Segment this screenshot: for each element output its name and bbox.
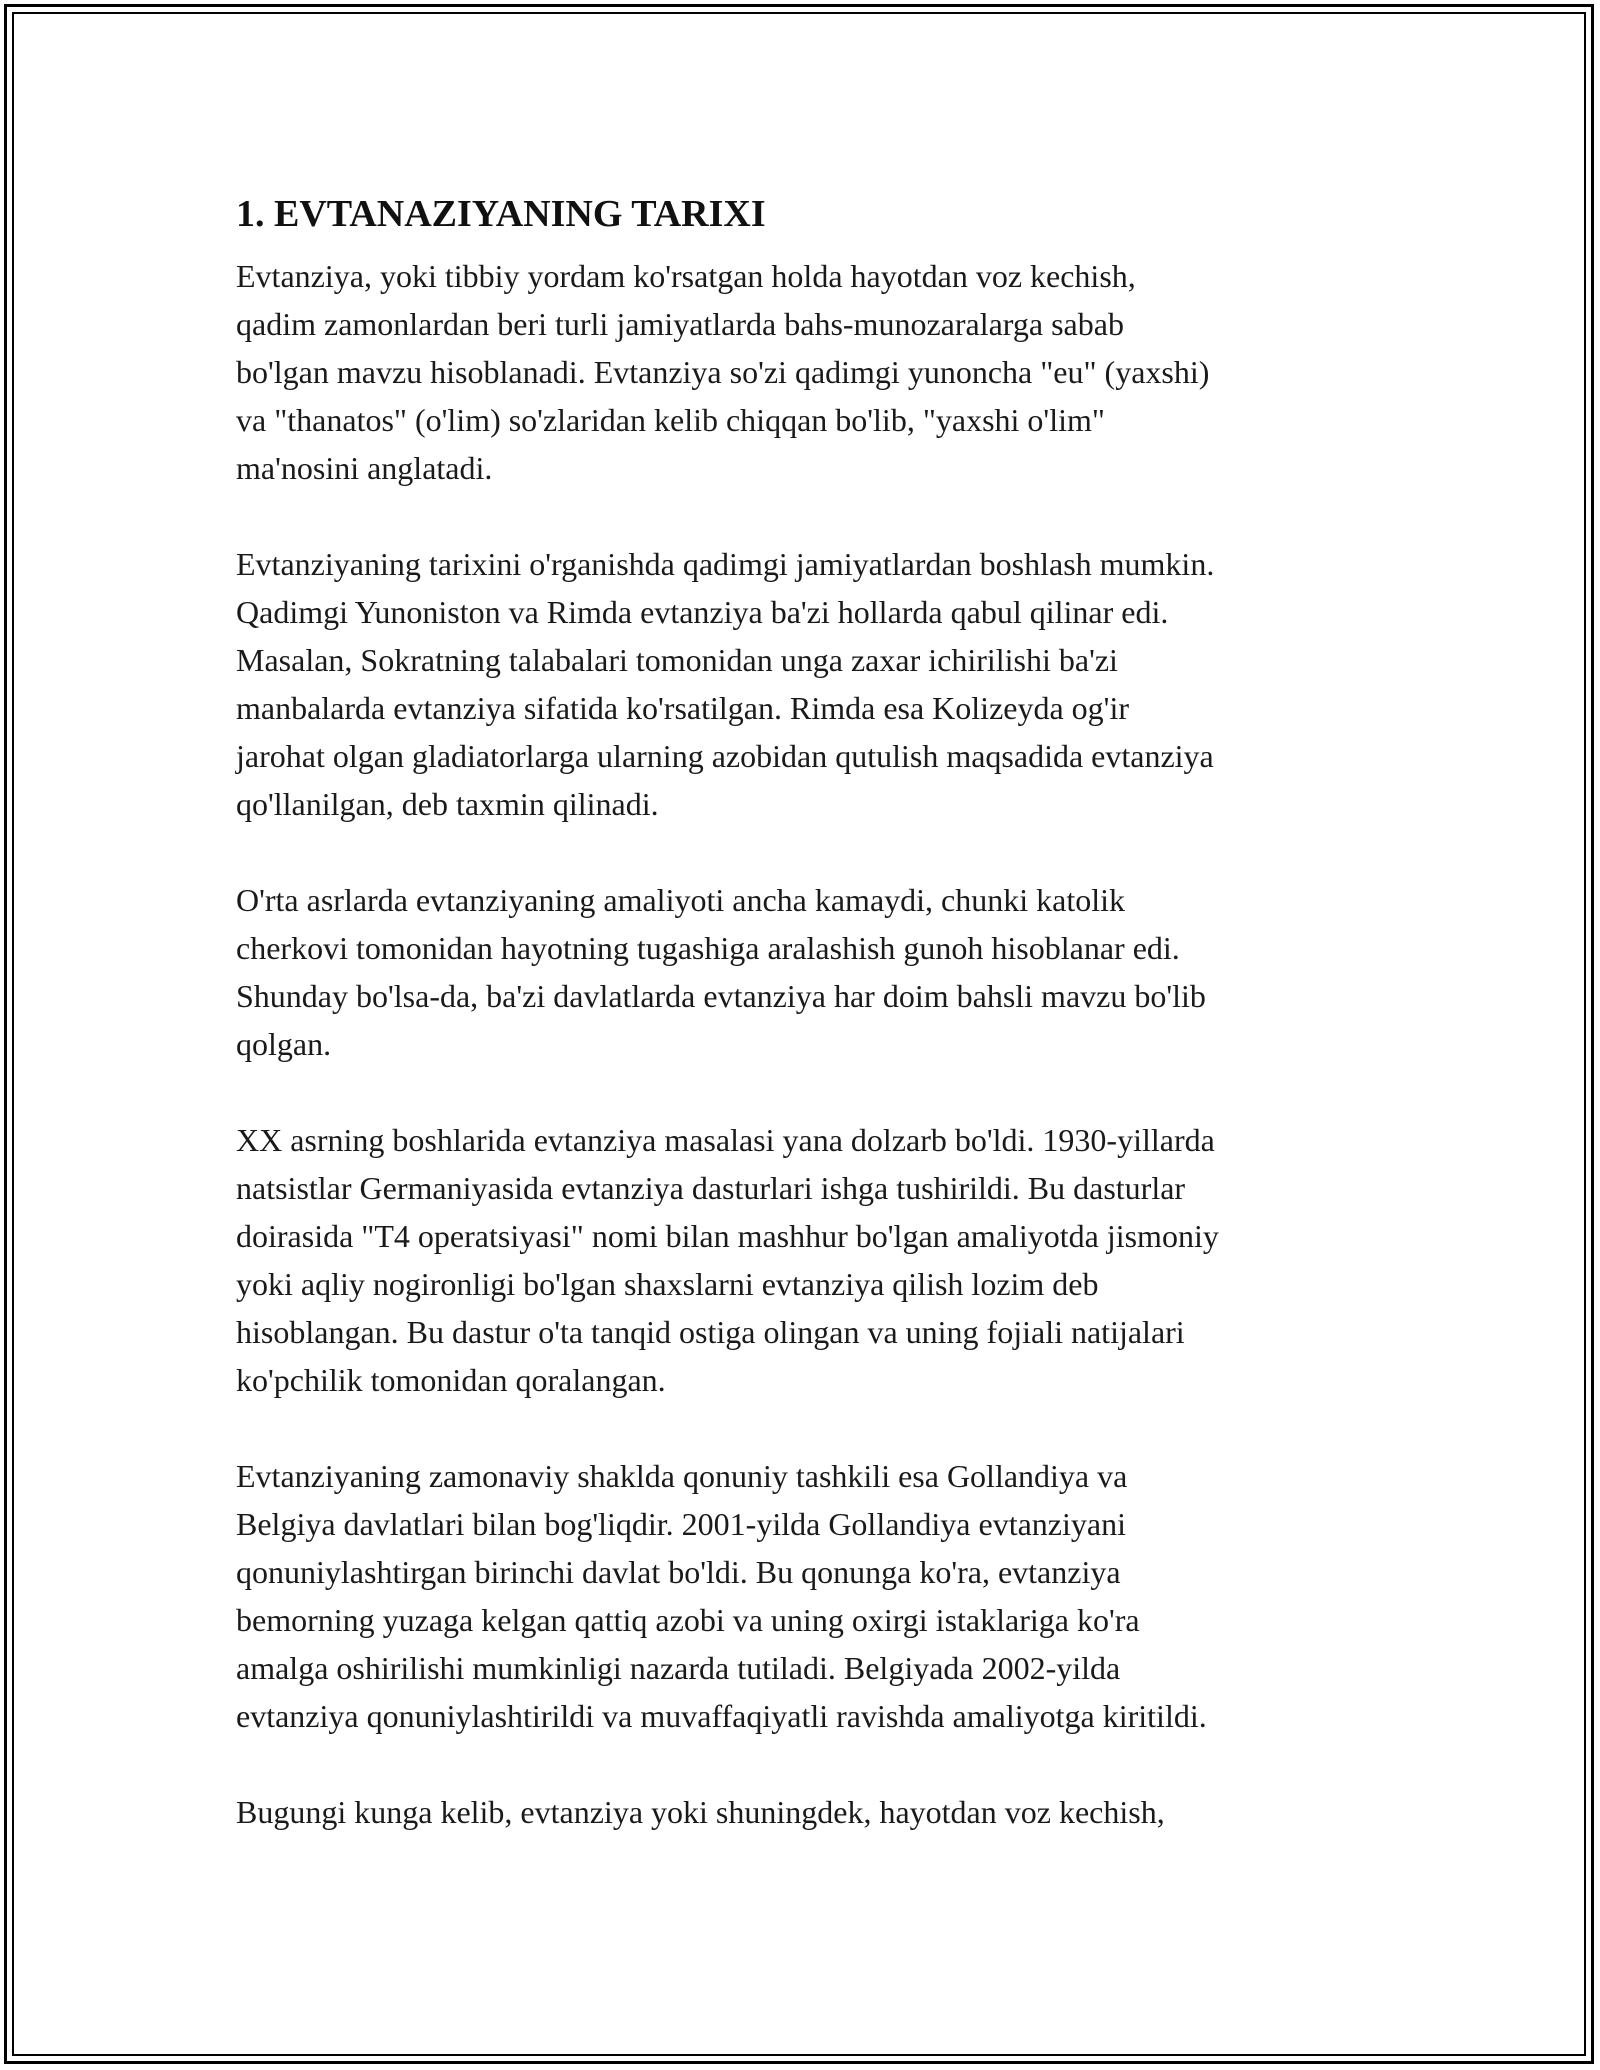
paragraph-3 [236,876,1366,1068]
text-line: Evtanziyaning zamonaviy shaklda qonuniy tashkili esa Gollandiya va [236,1458,1128,1494]
text-line: ma'nosini anglatadi. [236,450,493,486]
text-line: Shunday bo'lsa-da, ba'zi davlatlarda evtanziya har doim bahsli mavzu bo'lib [236,978,1206,1014]
text-line: bo'lgan mavzu hisoblanadi. Evtanziya so'zi qadimgi yunoncha "eu" (yaxshi) [236,354,1210,390]
text-line: amalga oshirilishi mumkinligi nazarda tutiladi. Belgiyada 2002-yilda [236,1650,1121,1686]
text-line: Evtanziyaning tarixini o'rganishda qadimgi jamiyatlardan boshlash mumkin. [236,546,1215,582]
text-line: manbalarda evtanziya sifatida ko'rsatilgan. Rimda esa Kolizeyda og'ir [236,690,1129,726]
text-line: natsistlar Germaniyasida evtanziya dasturlari ishga tushirildi. Bu dasturlar [236,1170,1186,1206]
text-line: Bugungi kunga kelib, evtanziya yoki shuningdek, hayotdan voz kechish, [236,1794,1165,1830]
text-line: qolgan. [236,1026,332,1062]
text-line: qadim zamonlardan beri turli jamiyatlarda bahs-munozaralarga sabab [236,306,1124,342]
paragraph-6 [236,1788,1366,1836]
text-line: ko'pchilik tomonidan qoralangan. [236,1362,666,1398]
text-line: O'rta asrlarda evtanziyaning amaliyoti ancha kamaydi, chunki katolik [236,882,1125,918]
text-line: Qadimgi Yunoniston va Rimda evtanziya ba'zi hollarda qabul qilinar edi. [236,594,1169,630]
text-line: qonuniylashtirgan birinchi davlat bo'ldi. Bu qonunga ko'ra, evtanziya [236,1554,1121,1590]
text-line: qo'llanilgan, deb taxmin qilinadi. [236,786,659,822]
text-line: jarohat olgan gladiatorlarga ularning azobidan qutulish maqsadida evtanziya [236,738,1214,774]
text-line: Evtanziya, yoki tibbiy yordam ko'rsatgan holda hayotdan voz kechish, [236,258,1136,294]
text-line: XX asrning boshlarida evtanziya masalasi yana dolzarb bo'ldi. 1930-yillarda [236,1122,1215,1158]
text-line: doirasida "T4 operatsiyasi" nomi bilan mashhur bo'lgan amaliyotda jismoniy [236,1218,1219,1254]
text-line: evtanziya qonuniylashtirildi va muvaffaqiyatli ravishda amaliyotga kiritildi. [236,1698,1207,1734]
paragraph-5 [236,1452,1366,1740]
text-line: Belgiya davlatlari bilan bog'liqdir. 2001-yilda Gollandiya evtanziyani [236,1506,1126,1542]
paragraph-1 [236,252,1366,492]
text-line: hisoblangan. Bu dastur o'ta tanqid ostiga olingan va uning fojiali natijalari [236,1314,1185,1350]
paragraph-2 [236,540,1366,828]
text-line: yoki aqliy nogironligi bo'lgan shaxslarni evtanziya qilish lozim deb [236,1266,1099,1302]
section-heading: 1. EVTANAZIYANING TARIXI [236,193,766,235]
document-page [236,186,1366,1884]
text-line: va "thanatos" (o'lim) so'zlaridan kelib chiqqan bo'lib, "yaxshi o'lim" [236,402,1105,438]
text-line: bemorning yuzaga kelgan qattiq azobi va uning oxirgi istaklariga ko'ra [236,1602,1140,1638]
text-line: Masalan, Sokratning talabalari tomonidan unga zaxar ichirilishi ba'zi [236,642,1118,678]
paragraph-4 [236,1116,1366,1404]
text-line: cherkovi tomonidan hayotning tugashiga aralashish gunoh hisoblanar edi. [236,930,1180,966]
